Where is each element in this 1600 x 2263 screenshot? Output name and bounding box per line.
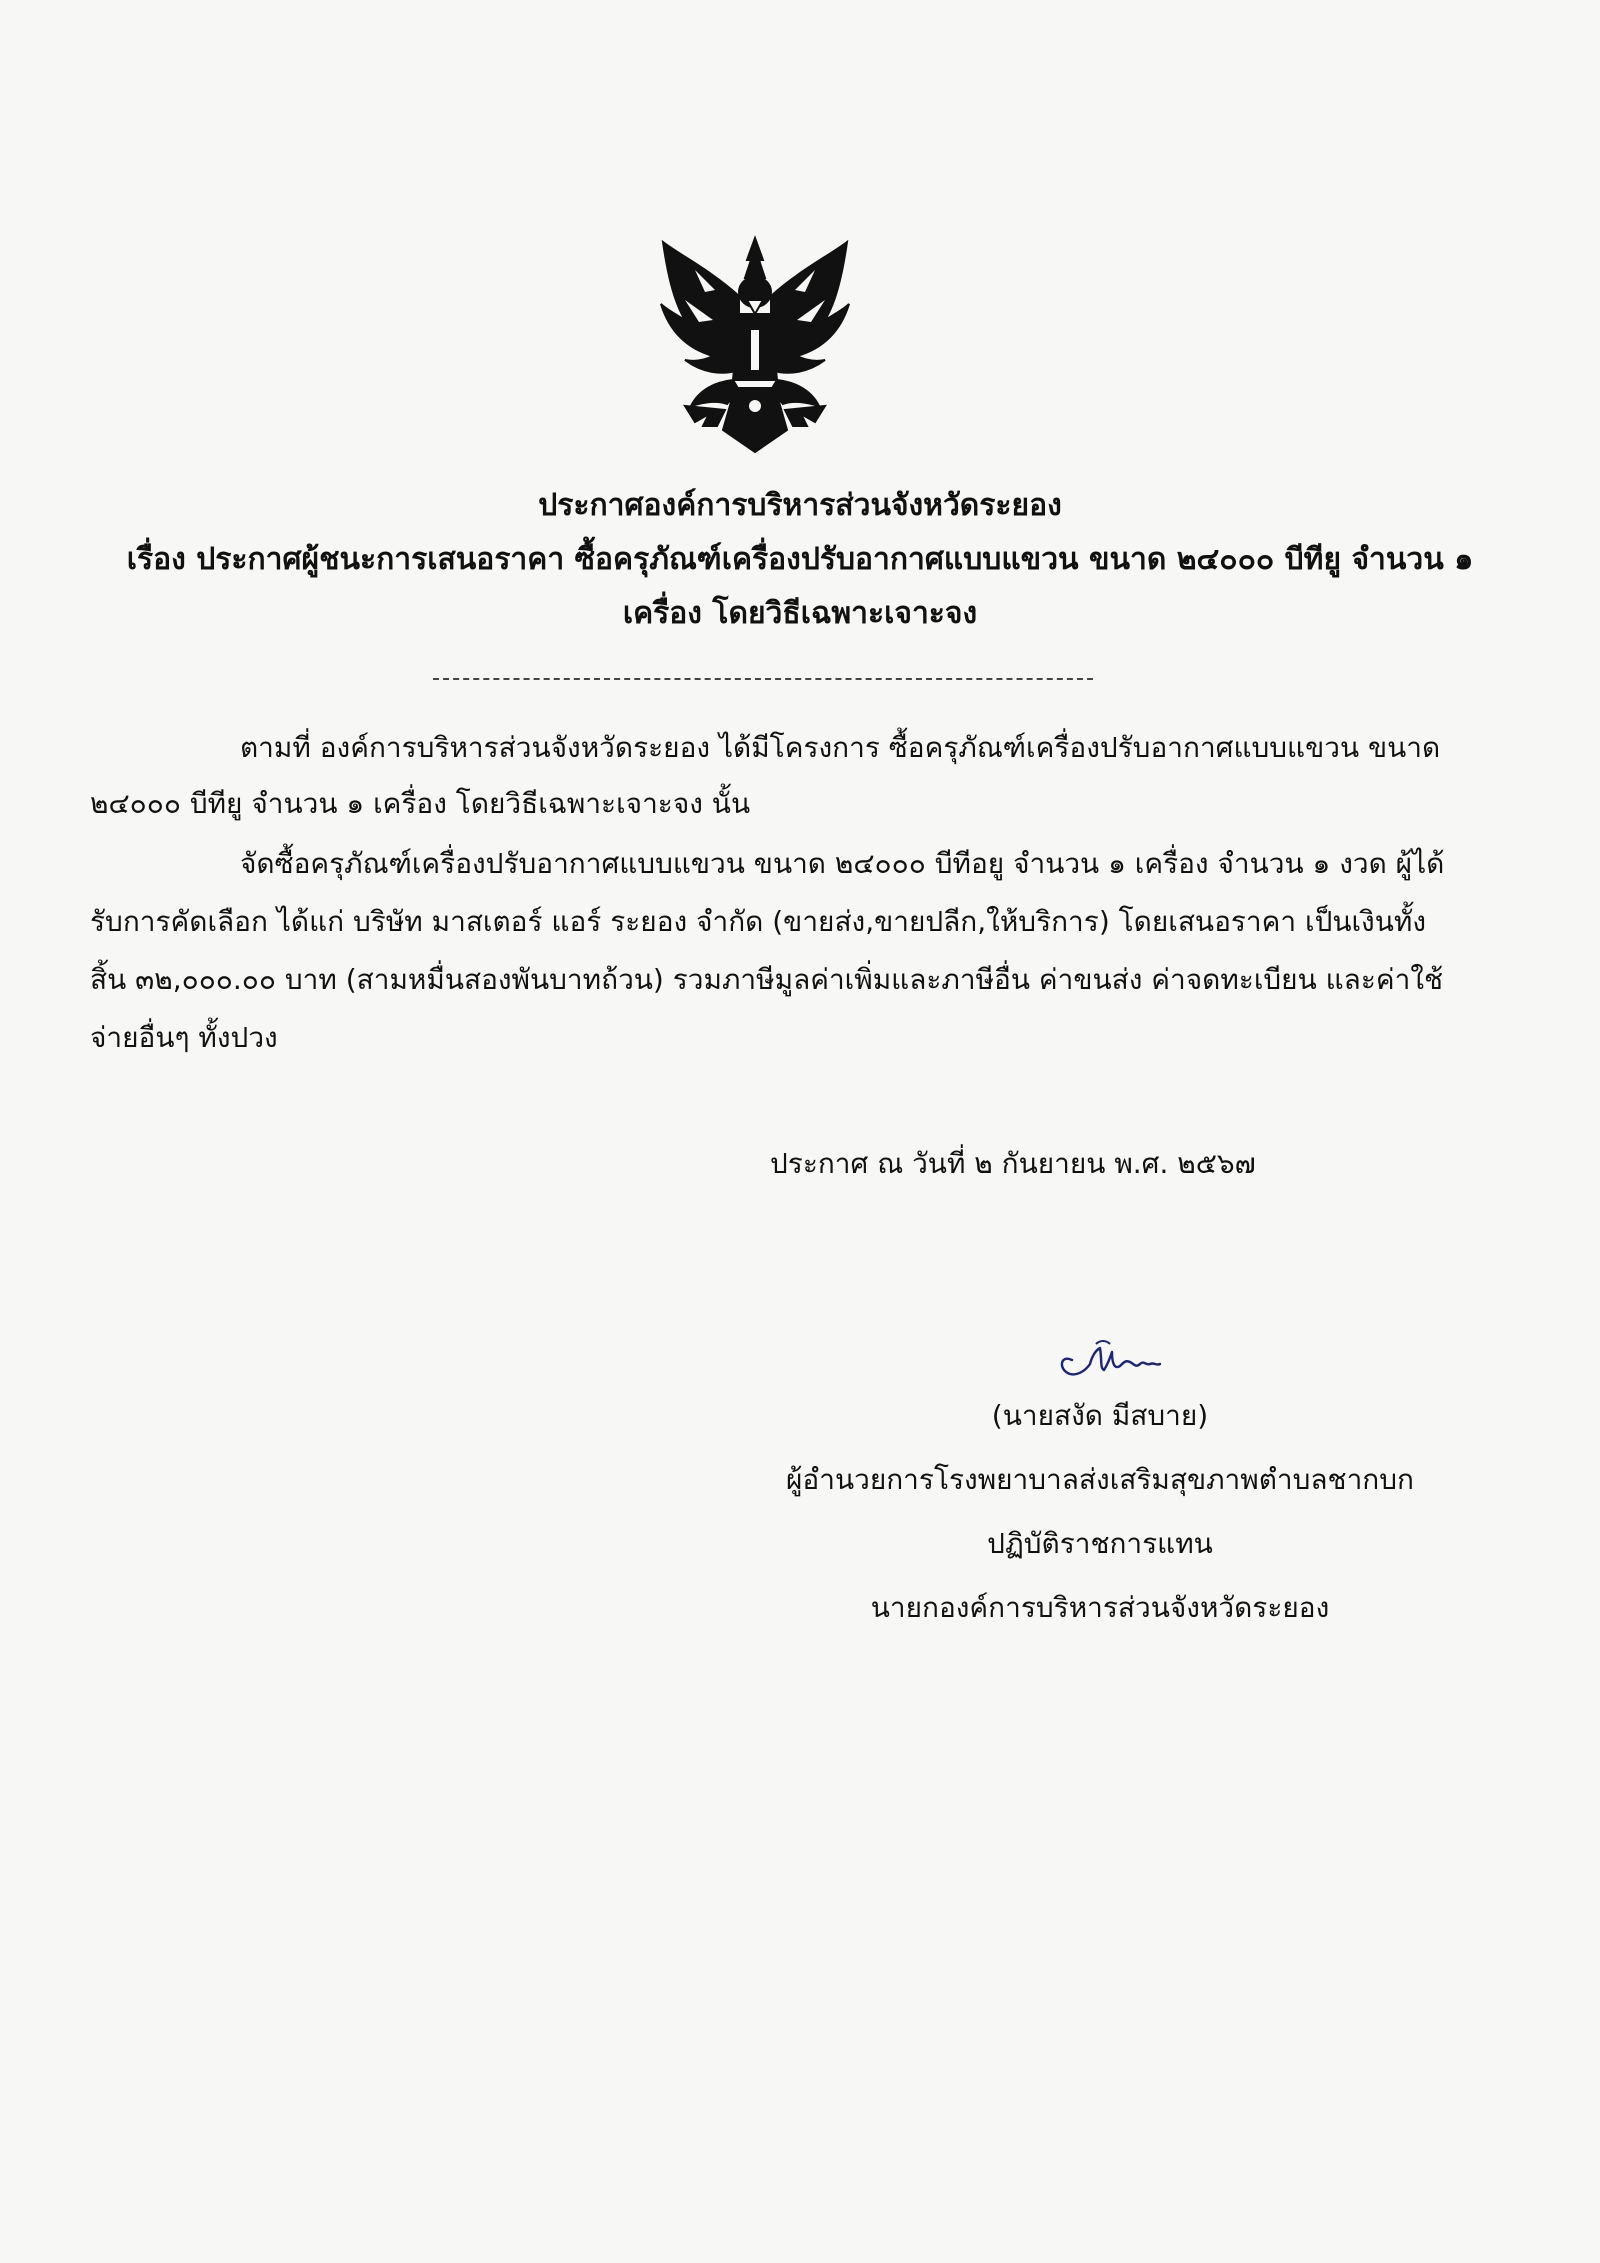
separator-line xyxy=(433,678,1093,680)
acting-text: ปฏิบัติราชการแทน xyxy=(987,1527,1213,1560)
announcement-date: ประกาศ ณ วันที่ ๒ กันยายน พ.ศ. ๒๕๖๗ xyxy=(770,1147,1256,1180)
para1-line1: ตามที่ องค์การบริหารส่วนจังหวัดระยอง ได้มีโครงการ ซื้อครุภัณฑ์เครื่องปรับอากาศแบบแขวน ขนาด xyxy=(240,731,1441,764)
handwritten-signature xyxy=(1050,1330,1180,1390)
para1-line2: ๒๔๐๐๐ บีทียู จำนวน ๑ เครื่อง โดยวิธีเฉพาะเจาะจง นั้น xyxy=(90,787,751,820)
para2-line2: รับการคัดเลือก ได้แก่ บริษัท มาสเตอร์ แอร์ ระยอง จำกัด (ขายส่ง,ขายปลีก,ให้บริการ) โดยเสนอราคา เป็นเงินทั้ง xyxy=(90,905,1427,938)
para2-line4: จ่ายอื่นๆ ทั้งปวง xyxy=(90,1021,278,1054)
para2-line1: จัดซื้อครุภัณฑ์เครื่องปรับอากาศแบบแขวน ขนาด ๒๔๐๐๐ บีทีอยู จำนวน ๑ เครื่อง จำนวน ๑ งวด ผู้ได้ xyxy=(240,847,1445,880)
para2-line3: สิ้น ๓๒,๐๐๐.๐๐ บาท (สามหมื่นสองพันบาทถ้วน) รวมภาษีมูลค่าเพิ่มและภาษีอื่น ค่าขนส่ง ค่าจดทะเบียน และค่าใช้ xyxy=(90,963,1443,996)
on-behalf-of: นายกองค์การบริหารส่วนจังหวัดระยอง xyxy=(870,1591,1330,1624)
subject-line-1: เรื่อง ประกาศผู้ชนะการเสนอราคา ซื้อครุภัณฑ์เครื่องปรับอากาศแบบแขวน ขนาด ๒๔๐๐๐ บีทียู จำนวน ๑ xyxy=(126,542,1474,577)
signatory-position: ผู้อำนวยการโรงพยาบาลส่งเสริมสุขภาพตำบลชากบก xyxy=(786,1463,1414,1496)
signatory-name: (นายสงัด มีสบาย) xyxy=(991,1399,1209,1432)
garuda-emblem xyxy=(655,230,855,455)
subject-line-2: เครื่อง โดยวิธีเฉพาะเจาะจง xyxy=(622,596,978,631)
document-title: ประกาศองค์การบริหารส่วนจังหวัดระยอง xyxy=(538,488,1062,523)
